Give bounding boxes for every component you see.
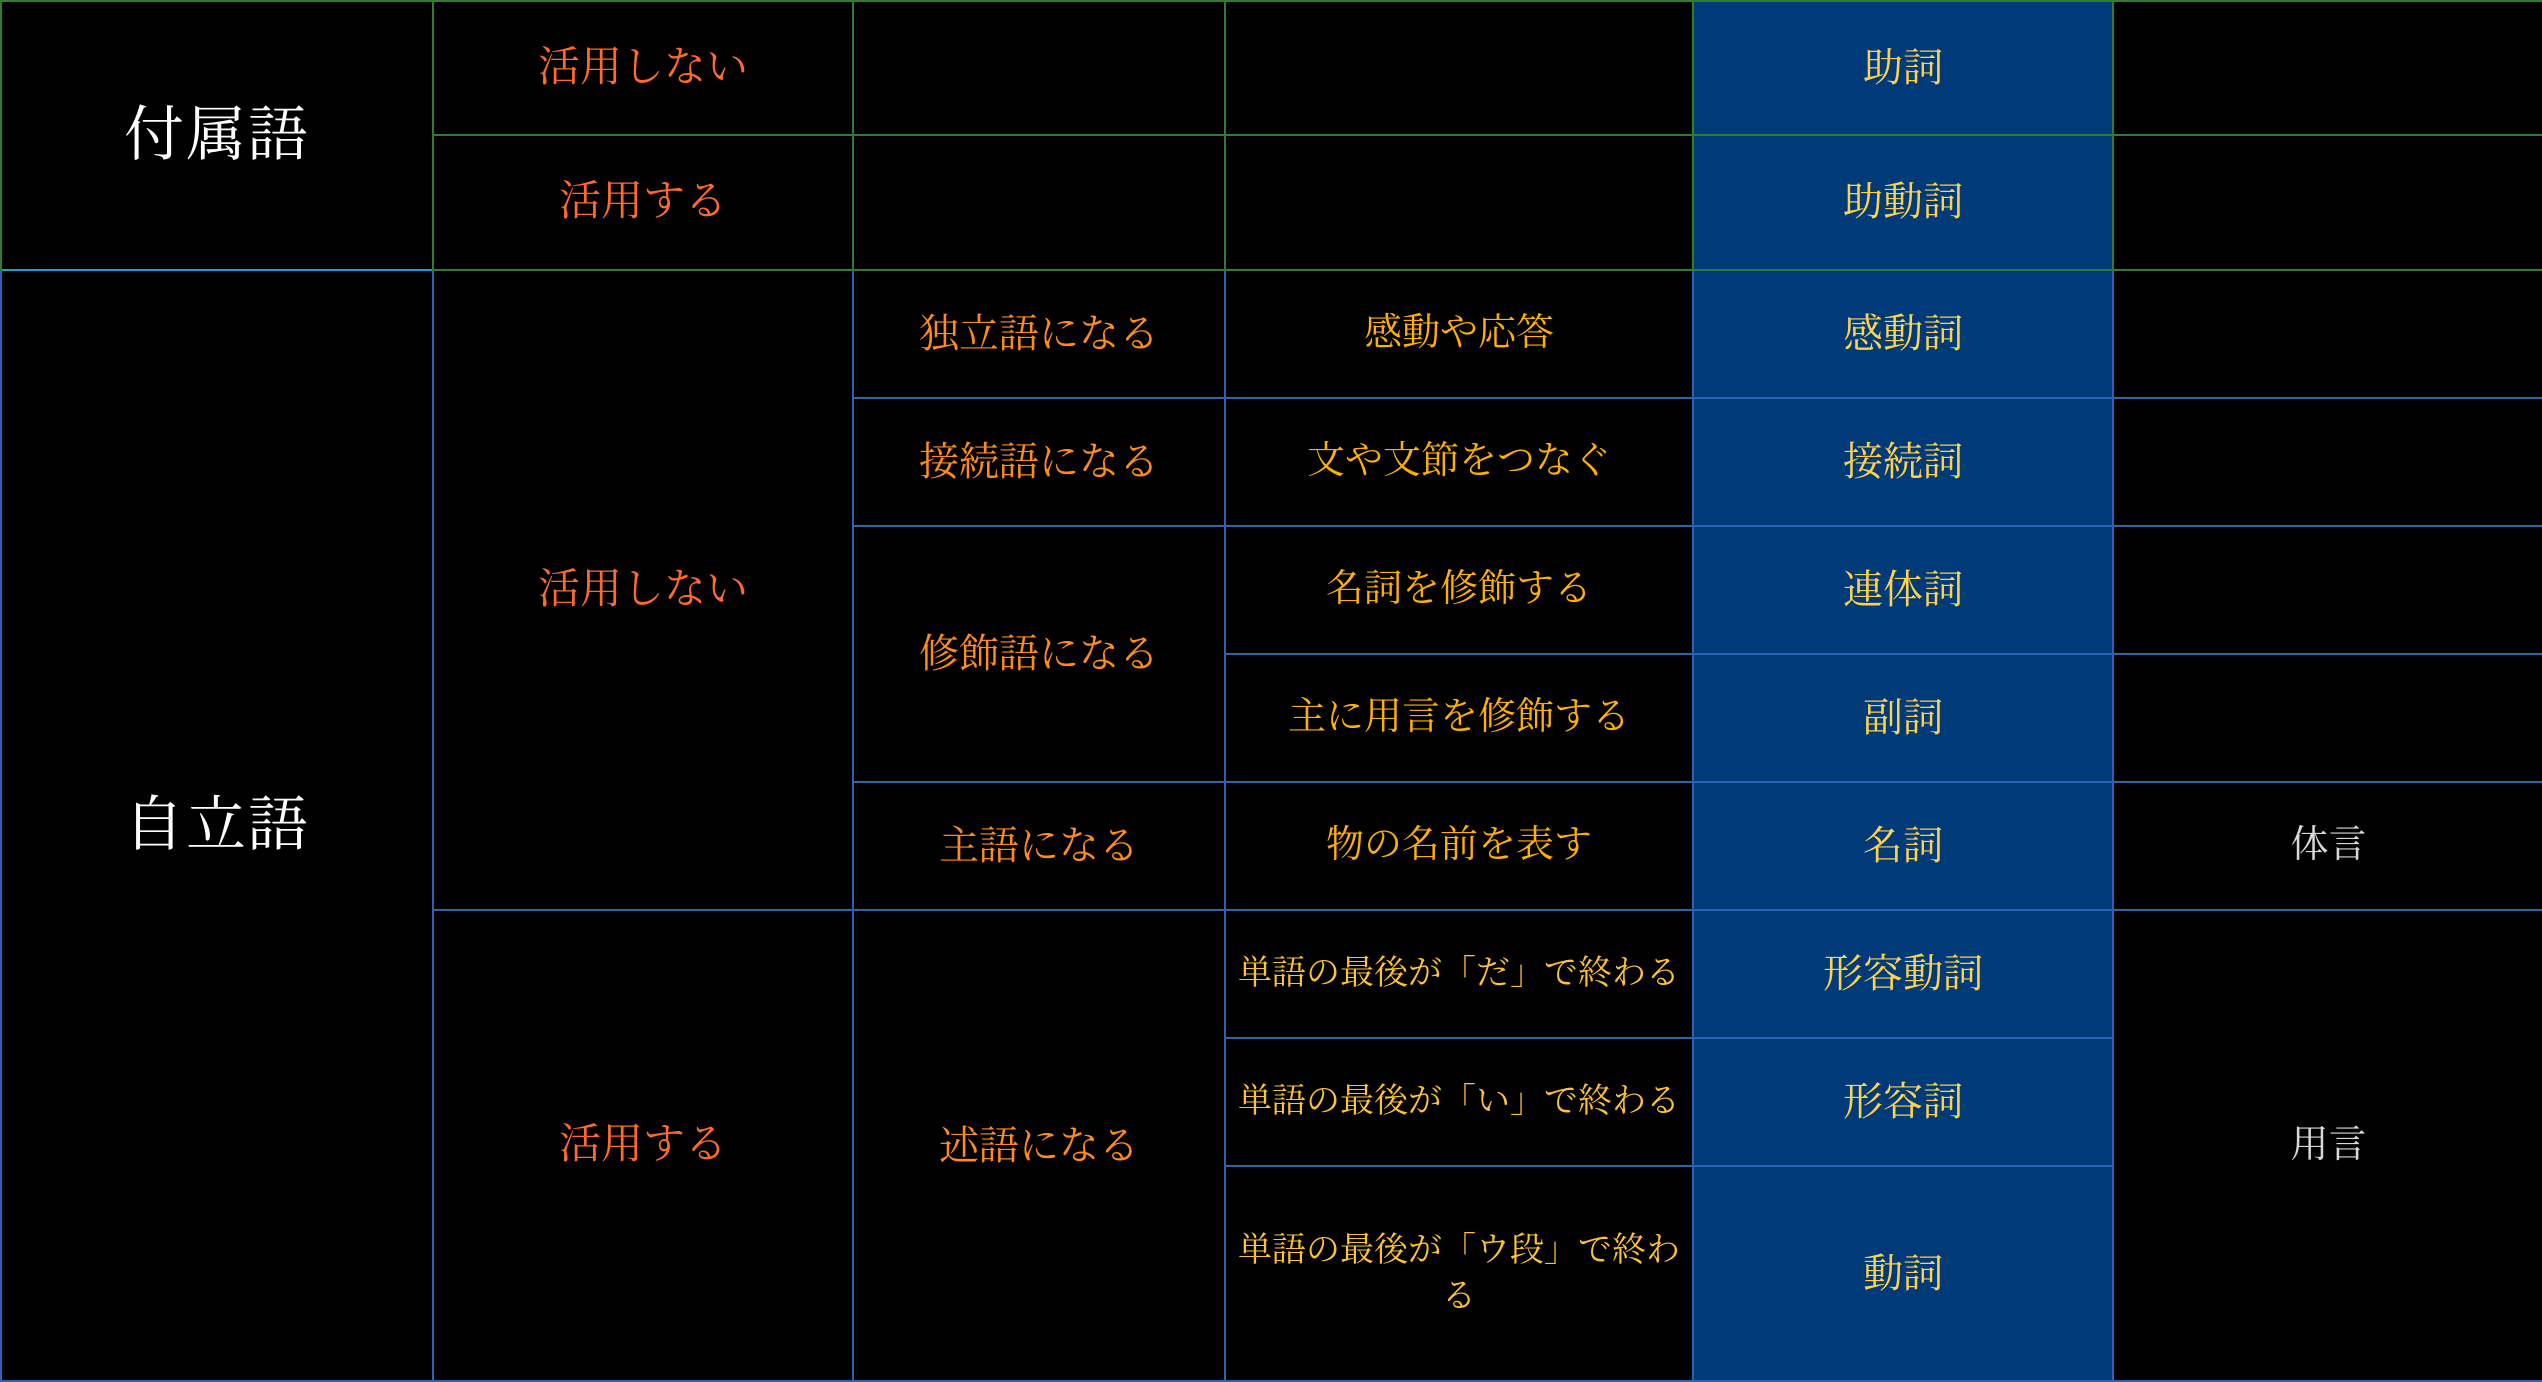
empty-cell — [2113, 526, 2542, 654]
conjugation-yes-fuzokugo: 活用する — [433, 135, 853, 269]
side-yogen: 用言 — [2113, 910, 2542, 1381]
desc-meishi-shushoku: 名詞を修飾する — [1225, 526, 1693, 654]
role-dokuritsugo: 独立語になる — [853, 270, 1225, 398]
empty-cell — [2113, 1, 2542, 135]
group-fuzokugo: 付属語 — [1, 1, 433, 270]
conjugation-yes-jiritsugo: 活用する — [433, 910, 853, 1381]
empty-cell — [853, 135, 1225, 269]
desc-ends-da: 単語の最後が「だ」で終わる — [1225, 910, 1693, 1038]
pos-doshi: 動詞 — [1693, 1166, 2113, 1381]
desc-ends-i: 単語の最後が「い」で終わる — [1225, 1038, 1693, 1166]
desc-ends-udan: 単語の最後が「ウ段」で終わる — [1225, 1166, 1693, 1381]
empty-cell — [853, 1, 1225, 135]
desc-yogen-shushoku: 主に用言を修飾する — [1225, 654, 1693, 782]
desc-tsunagu: 文や文節をつなぐ — [1225, 398, 1693, 526]
group-jiritsugo: 自立語 — [1, 270, 433, 1381]
desc-namae: 物の名前を表す — [1225, 782, 1693, 910]
role-setsuzokugo: 接続語になる — [853, 398, 1225, 526]
pos-joshi: 助詞 — [1693, 1, 2113, 135]
role-shushokugo: 修飾語になる — [853, 526, 1225, 782]
pos-keiyodoshi: 形容動詞 — [1693, 910, 2113, 1038]
empty-cell — [1225, 1, 1693, 135]
pos-jodoshi: 助動詞 — [1693, 135, 2113, 269]
pos-setsuzokushi: 接続詞 — [1693, 398, 2113, 526]
empty-cell — [2113, 135, 2542, 269]
role-jutsugo: 述語になる — [853, 910, 1225, 1381]
empty-cell — [2113, 398, 2542, 526]
side-taigen: 体言 — [2113, 782, 2542, 910]
pos-meishi: 名詞 — [1693, 782, 2113, 910]
empty-cell — [2113, 654, 2542, 782]
empty-cell — [1225, 135, 1693, 269]
table-row — [1, 1, 2542, 135]
pos-rentaishi: 連体詞 — [1693, 526, 2113, 654]
pos-keiyoshi: 形容詞 — [1693, 1038, 2113, 1166]
pos-kandoshi: 感動詞 — [1693, 270, 2113, 398]
pos-fukushi: 副詞 — [1693, 654, 2113, 782]
desc-kando: 感動や応答 — [1225, 270, 1693, 398]
conjugation-none-fuzokugo: 活用しない — [433, 1, 853, 135]
role-shugo: 主語になる — [853, 782, 1225, 910]
conjugation-none-jiritsugo: 活用しない — [433, 270, 853, 911]
table-row — [1, 270, 2542, 398]
empty-cell — [2113, 270, 2542, 398]
